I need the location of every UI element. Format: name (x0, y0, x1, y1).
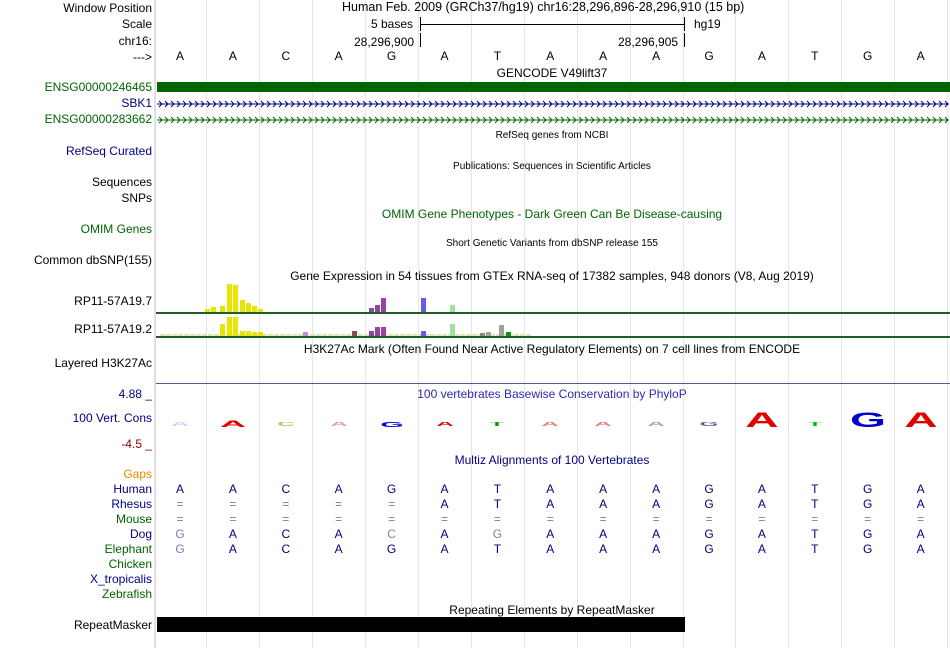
gene-bar-ensg246465[interactable] (157, 82, 950, 92)
alignment-base: A (916, 527, 925, 541)
reference-base: C (281, 49, 291, 63)
window-position-label[interactable]: Window Position (63, 1, 152, 15)
alignment-base: A (652, 482, 661, 496)
reference-base: G (704, 49, 714, 63)
species-label[interactable]: Dog (129, 527, 152, 541)
alignment-base: C (387, 527, 396, 541)
reference-base: A (228, 49, 237, 63)
species-label[interactable]: Zebrafish (101, 587, 152, 601)
scale-text: 5 bases (371, 17, 414, 31)
scale-bar-left-tick (420, 17, 421, 31)
gtex-gene-label-2[interactable]: RP11-57A19.2 (74, 322, 152, 336)
alignment-base: T (811, 527, 819, 541)
phylop-glyph: G (849, 409, 886, 433)
phylop-glyph: A (435, 422, 454, 429)
species-label[interactable]: Human (113, 482, 152, 496)
gtex-bar (381, 298, 386, 312)
alignment-base: A (916, 542, 925, 556)
alignment-base: = (705, 512, 713, 526)
alignment-base: A (334, 527, 343, 541)
alignment-base: A (652, 542, 661, 556)
gtex-bar (240, 300, 245, 312)
alignment-base: T (493, 482, 502, 496)
phylop-glyph: A (647, 422, 665, 429)
gene-bar-ensg283662[interactable] (157, 114, 949, 124)
repeat-bar[interactable] (157, 617, 685, 632)
alignment-base: C (281, 527, 291, 541)
alignment-base: = (493, 512, 501, 526)
alignment-base: = (388, 497, 396, 511)
repeat-label[interactable]: RepeatMasker (73, 618, 152, 632)
phylop-label[interactable]: 100 Vert. Cons (72, 411, 152, 425)
alignment-base: A (599, 482, 608, 496)
alignment-base: T (493, 542, 502, 556)
alignment-base: = (440, 512, 449, 526)
alignment-base: A (916, 482, 925, 496)
gtex-bar (246, 303, 251, 312)
gtex-title[interactable]: Gene Expression in 54 tissues from GTEx RNA-seq of 17382 samples, 948 donors (V8, Aug 2019) (290, 269, 814, 283)
alignment-base: A (175, 482, 185, 496)
phylop-glyph: A (594, 422, 612, 429)
species-label[interactable]: X_tropicalis (89, 572, 152, 586)
gtex-bar (375, 305, 380, 312)
alignment-base: = (176, 497, 184, 511)
alignment-base: T (811, 497, 819, 511)
alignment-base: G (386, 542, 397, 556)
refseq-title[interactable]: RefSeq genes from NCBI (495, 130, 609, 141)
alignment-base: A (757, 527, 766, 541)
alignment-base: A (440, 527, 449, 541)
alignment-base: T (493, 497, 502, 511)
alignment-base: G (863, 497, 873, 511)
gtex-bar (381, 327, 386, 336)
alignment-base: T (811, 542, 819, 556)
phylop-glyph: T (807, 422, 823, 429)
gtex-bar (233, 317, 238, 336)
position-left-tick (420, 33, 421, 47)
alignment-base: A (440, 542, 449, 556)
alignment-base: A (757, 482, 766, 496)
phylop-glyph: A (219, 418, 246, 429)
alignment-base: = (229, 512, 237, 526)
reference-base: A (546, 49, 555, 63)
alignment-base: A (546, 497, 555, 511)
alignment-base: G (175, 542, 185, 556)
alignment-base: = (811, 512, 819, 526)
reference-base: A (440, 49, 449, 63)
gtex-bar (227, 317, 232, 336)
alignment-base: A (228, 482, 237, 496)
gene-label-sbk1[interactable]: SBK1 (121, 96, 152, 110)
alignment-base: = (176, 512, 184, 526)
gtex-bar (450, 324, 455, 336)
phylop-min: -4.5 _ (121, 437, 152, 451)
phylop-glyph: T (490, 422, 505, 429)
strand-arrow-label[interactable]: ---> (133, 50, 152, 64)
gtex-bar (375, 327, 380, 336)
gtex-separator-2 (156, 336, 950, 338)
gtex-bar (421, 298, 426, 312)
alignment-base: G (863, 482, 873, 496)
dbsnp-label[interactable]: Common dbSNP(155) (33, 253, 152, 267)
alignment-base: G (704, 542, 714, 556)
gencode-title[interactable]: GENCODE V49lift37 (496, 66, 608, 80)
alignment-base: G (492, 527, 503, 541)
position-right-tick (684, 33, 685, 47)
position-right: 28,296,905 (618, 35, 679, 49)
alignment-base: A (228, 542, 237, 556)
alignment-base: T (811, 482, 819, 496)
gene-bar-sbk1[interactable] (157, 98, 949, 108)
alignment-base: A (599, 527, 608, 541)
gtex-separator-1 (156, 312, 950, 314)
phylop-max: 4.88 _ (118, 387, 152, 401)
refseq-label[interactable]: RefSeq Curated (65, 144, 152, 158)
reference-base: A (175, 49, 185, 63)
reference-base: A (652, 49, 661, 63)
track-left-edge (155, 0, 156, 648)
alignment-base: A (916, 497, 925, 511)
alignment-base: A (652, 497, 661, 511)
alignment-base: = (758, 512, 766, 526)
phylop-glyph: G (699, 422, 719, 429)
phylop-glyph: A (171, 422, 189, 429)
reference-base: A (599, 49, 608, 63)
phylop-glyph: C (277, 422, 295, 429)
species-label[interactable]: Elephant (104, 542, 152, 556)
reference-base: A (334, 49, 343, 63)
omim-title[interactable]: OMIM Gene Phenotypes - Dark Green Can Be Disease-causing (381, 207, 723, 221)
alignment-base: G (704, 482, 714, 496)
scale-bar (420, 24, 684, 25)
alignment-base: G (704, 497, 714, 511)
alignment-base: C (281, 482, 291, 496)
alignment-base: A (546, 542, 555, 556)
alignment-base: A (228, 527, 237, 541)
alignment-base: = (335, 497, 343, 511)
gtex-bar (227, 284, 232, 312)
scale-bar-right-tick (684, 17, 685, 31)
pubs-snps-label[interactable]: SNPs (121, 191, 152, 205)
alignment-base: G (863, 527, 873, 541)
gene-label-ensg246465[interactable]: ENSG00000246465 (44, 80, 152, 94)
gtex-bar (233, 285, 238, 312)
alignment-base: A (652, 527, 661, 541)
gene-label-ensg283662[interactable]: ENSG00000283662 (44, 112, 152, 126)
reference-base: T (811, 49, 819, 63)
alignment-base: C (281, 542, 291, 556)
reference-base: A (916, 49, 925, 63)
alignment-base: G (386, 482, 397, 496)
gtex-bar (499, 325, 504, 336)
omim-label[interactable]: OMIM Genes (80, 222, 152, 236)
phylop-glyph: A (903, 409, 938, 433)
assembly-position-text: Human Feb. 2009 (GRCh37/hg19) chr16:28,296,896-28,296,910 (15 bp) (342, 0, 745, 14)
h3k27ac-baseline (156, 383, 950, 384)
repeat-title[interactable]: Repeating Elements by RepeatMasker (449, 603, 655, 617)
pubs-sequences-label[interactable]: Sequences (91, 175, 152, 189)
alignment-base: A (334, 542, 343, 556)
pubs-title[interactable]: Publications: Sequences in Scientific Articles (453, 161, 651, 172)
gtex-gene-label-1[interactable]: RP11-57A19.7 (74, 294, 152, 308)
alignment-base: A (440, 482, 449, 496)
phylop-glyph: G (379, 420, 404, 429)
phylop-glyph: A (330, 422, 348, 429)
alignment-base: A (757, 542, 766, 556)
multiz-title[interactable]: Multiz Alignments of 100 Vertebrates (454, 453, 650, 467)
phylop-glyph: A (745, 409, 779, 433)
alignment-base: = (282, 497, 290, 511)
phylop-glyph: A (541, 422, 559, 429)
alignment-base: A (599, 542, 608, 556)
gtex-bar (450, 305, 455, 312)
chrom-label[interactable]: chr16: (118, 34, 152, 48)
alignment-base: A (599, 497, 608, 511)
h3k27ac-label[interactable]: Layered H3K27Ac (54, 356, 152, 370)
dbsnp-title[interactable]: Short Genetic Variants from dbSNP release 155 (446, 238, 658, 249)
position-left: 28,296,900 (354, 35, 415, 49)
species-label[interactable]: Chicken (108, 557, 152, 571)
species-label[interactable]: Rhesus (111, 497, 152, 511)
alignment-base: = (917, 512, 925, 526)
alignment-base: = (282, 512, 290, 526)
alignment-base: A (546, 482, 555, 496)
alignment-base: = (335, 512, 343, 526)
scale-db: hg19 (694, 17, 721, 31)
alignment-base: A (440, 497, 449, 511)
alignment-base: G (863, 542, 873, 556)
gaps-label[interactable]: Gaps (123, 467, 152, 481)
alignment-base: = (388, 512, 396, 526)
scale-label[interactable]: Scale (121, 17, 152, 31)
reference-base: G (863, 49, 873, 63)
reference-base: A (757, 49, 766, 63)
alignment-base: A (334, 482, 343, 496)
alignment-base: = (599, 512, 607, 526)
alignment-base: = (546, 512, 554, 526)
alignment-base: = (652, 512, 660, 526)
species-label[interactable]: Mouse (115, 512, 152, 526)
alignment-base: A (757, 497, 766, 511)
alignment-base: G (175, 527, 185, 541)
phylop-title[interactable]: 100 vertebrates Basewise Conservation by PhyloP (417, 387, 687, 401)
alignment-base: G (704, 527, 714, 541)
alignment-base: = (229, 497, 237, 511)
alignment-base: = (864, 512, 872, 526)
reference-base: G (386, 49, 397, 63)
alignment-base: A (546, 527, 555, 541)
reference-base: T (493, 49, 502, 63)
gtex-bar (220, 324, 225, 336)
h3k27ac-title[interactable]: H3K27Ac Mark (Often Found Near Active Regulatory Elements) on 7 cell lines from ENCODE (303, 342, 801, 356)
